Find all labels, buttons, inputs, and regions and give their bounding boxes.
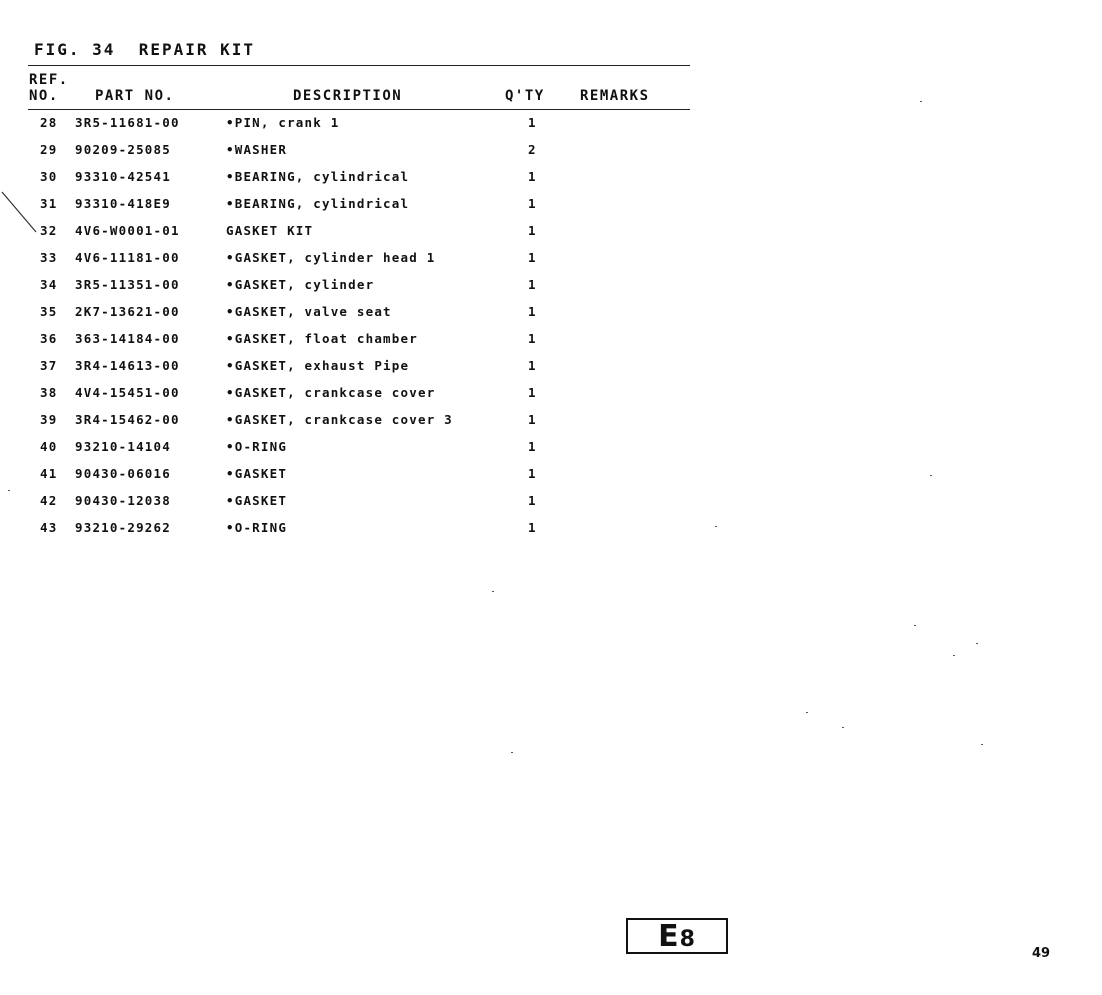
scan-speck <box>930 475 932 476</box>
scan-speck <box>8 490 10 491</box>
table-row <box>0 358 700 378</box>
ref-number: 41 <box>40 466 58 481</box>
part-description: •BEARING, cylindrical <box>226 196 410 211</box>
scan-speck <box>953 655 955 656</box>
part-quantity: 1 <box>528 466 537 481</box>
ref-number: 35 <box>40 304 58 319</box>
header-description: DESCRIPTION <box>293 88 403 104</box>
ref-number: 34 <box>40 277 58 292</box>
part-description: •GASKET, valve seat <box>226 304 392 319</box>
header-remarks: REMARKS <box>580 88 650 104</box>
part-quantity: 1 <box>528 277 537 292</box>
part-number: 4V6-W0001-01 <box>75 223 180 238</box>
part-number: 3R4-14613-00 <box>75 358 180 373</box>
table-row <box>0 223 700 243</box>
part-description: •WASHER <box>226 142 288 157</box>
table-row <box>0 115 700 135</box>
ref-number: 36 <box>40 331 58 346</box>
part-description: •GASKET, exhaust Pipe <box>226 358 410 373</box>
part-quantity: 1 <box>528 385 537 400</box>
ref-number: 32 <box>40 223 58 238</box>
table-row <box>0 277 700 297</box>
part-description: •GASKET, cylinder <box>226 277 375 292</box>
part-number: 4V6-11181-00 <box>75 250 180 265</box>
leader-line <box>0 190 40 240</box>
table-row <box>0 250 700 270</box>
header-no-label: NO. <box>29 88 59 104</box>
part-number: 3R5-11681-00 <box>75 115 180 130</box>
table-row <box>0 385 700 405</box>
scan-speck <box>511 752 513 753</box>
part-quantity: 1 <box>528 304 537 319</box>
part-quantity: 1 <box>528 115 537 130</box>
ref-number: 39 <box>40 412 58 427</box>
table-row <box>0 196 700 216</box>
part-number: 93210-29262 <box>75 520 171 535</box>
part-number: 3R5-11351-00 <box>75 277 180 292</box>
ref-number: 40 <box>40 439 58 454</box>
table-row <box>0 142 700 162</box>
scan-speck <box>920 101 922 102</box>
header-top-rule <box>28 65 690 66</box>
part-number: 93210-14104 <box>75 439 171 454</box>
ref-number: 42 <box>40 493 58 508</box>
part-quantity: 1 <box>528 223 537 238</box>
table-row <box>0 412 700 432</box>
part-number: 363-14184-00 <box>75 331 180 346</box>
part-description: GASKET KIT <box>226 223 314 238</box>
ref-number: 30 <box>40 169 58 184</box>
ref-number: 38 <box>40 385 58 400</box>
part-description: •O-RING <box>226 520 288 535</box>
part-quantity: 1 <box>528 520 537 535</box>
table-row <box>0 169 700 189</box>
scan-speck <box>492 591 494 592</box>
ref-number: 33 <box>40 250 58 265</box>
header-ref-label: REF. <box>29 72 69 88</box>
table-row <box>0 331 700 351</box>
stamp-letter: E <box>658 918 680 954</box>
part-description: •GASKET, cylinder head 1 <box>226 250 436 265</box>
part-number: 2K7-13621-00 <box>75 304 180 319</box>
part-number: 90209-25085 <box>75 142 171 157</box>
part-description: •PIN, crank 1 <box>226 115 340 130</box>
ref-number: 37 <box>40 358 58 373</box>
scan-speck <box>806 712 808 713</box>
ref-number: 28 <box>40 115 58 130</box>
part-quantity: 1 <box>528 196 537 211</box>
part-quantity: 1 <box>528 412 537 427</box>
part-description: •GASKET, crankcase cover <box>226 385 436 400</box>
ref-number: 29 <box>40 142 58 157</box>
part-description: •GASKET, float chamber <box>226 331 418 346</box>
part-quantity: 2 <box>528 142 537 157</box>
part-number: 4V4-15451-00 <box>75 385 180 400</box>
part-quantity: 1 <box>528 331 537 346</box>
part-description: •BEARING, cylindrical <box>226 169 410 184</box>
part-description: •O-RING <box>226 439 288 454</box>
stamp-digit: 8 <box>679 926 696 952</box>
part-quantity: 1 <box>528 358 537 373</box>
part-number: 90430-12038 <box>75 493 171 508</box>
scan-speck <box>976 643 978 644</box>
ref-number: 43 <box>40 520 58 535</box>
table-row <box>0 439 700 459</box>
ref-number: 31 <box>40 196 58 211</box>
part-quantity: 1 <box>528 169 537 184</box>
part-quantity: 1 <box>528 493 537 508</box>
header-bottom-rule <box>28 109 690 110</box>
table-row <box>0 304 700 324</box>
part-quantity: 1 <box>528 250 537 265</box>
part-description: •GASKET <box>226 466 288 481</box>
page-number: 49 <box>1032 946 1051 961</box>
figure-title: FIG. 34 REPAIR KIT <box>34 40 256 59</box>
table-row <box>0 466 700 486</box>
part-quantity: 1 <box>528 439 537 454</box>
part-number: 93310-42541 <box>75 169 171 184</box>
part-number: 90430-06016 <box>75 466 171 481</box>
part-description: •GASKET, crankcase cover 3 <box>226 412 453 427</box>
section-stamp <box>626 918 728 954</box>
table-row <box>0 520 700 540</box>
scan-speck <box>981 744 983 745</box>
part-number: 93310-418E9 <box>75 196 171 211</box>
table-row <box>0 493 700 513</box>
header-qty: Q'TY <box>505 88 545 104</box>
header-part-no: PART NO. <box>95 88 175 104</box>
scan-speck <box>842 727 844 728</box>
scan-speck <box>715 526 717 527</box>
part-number: 3R4-15462-00 <box>75 412 180 427</box>
part-description: •GASKET <box>226 493 288 508</box>
scan-speck <box>914 625 916 626</box>
